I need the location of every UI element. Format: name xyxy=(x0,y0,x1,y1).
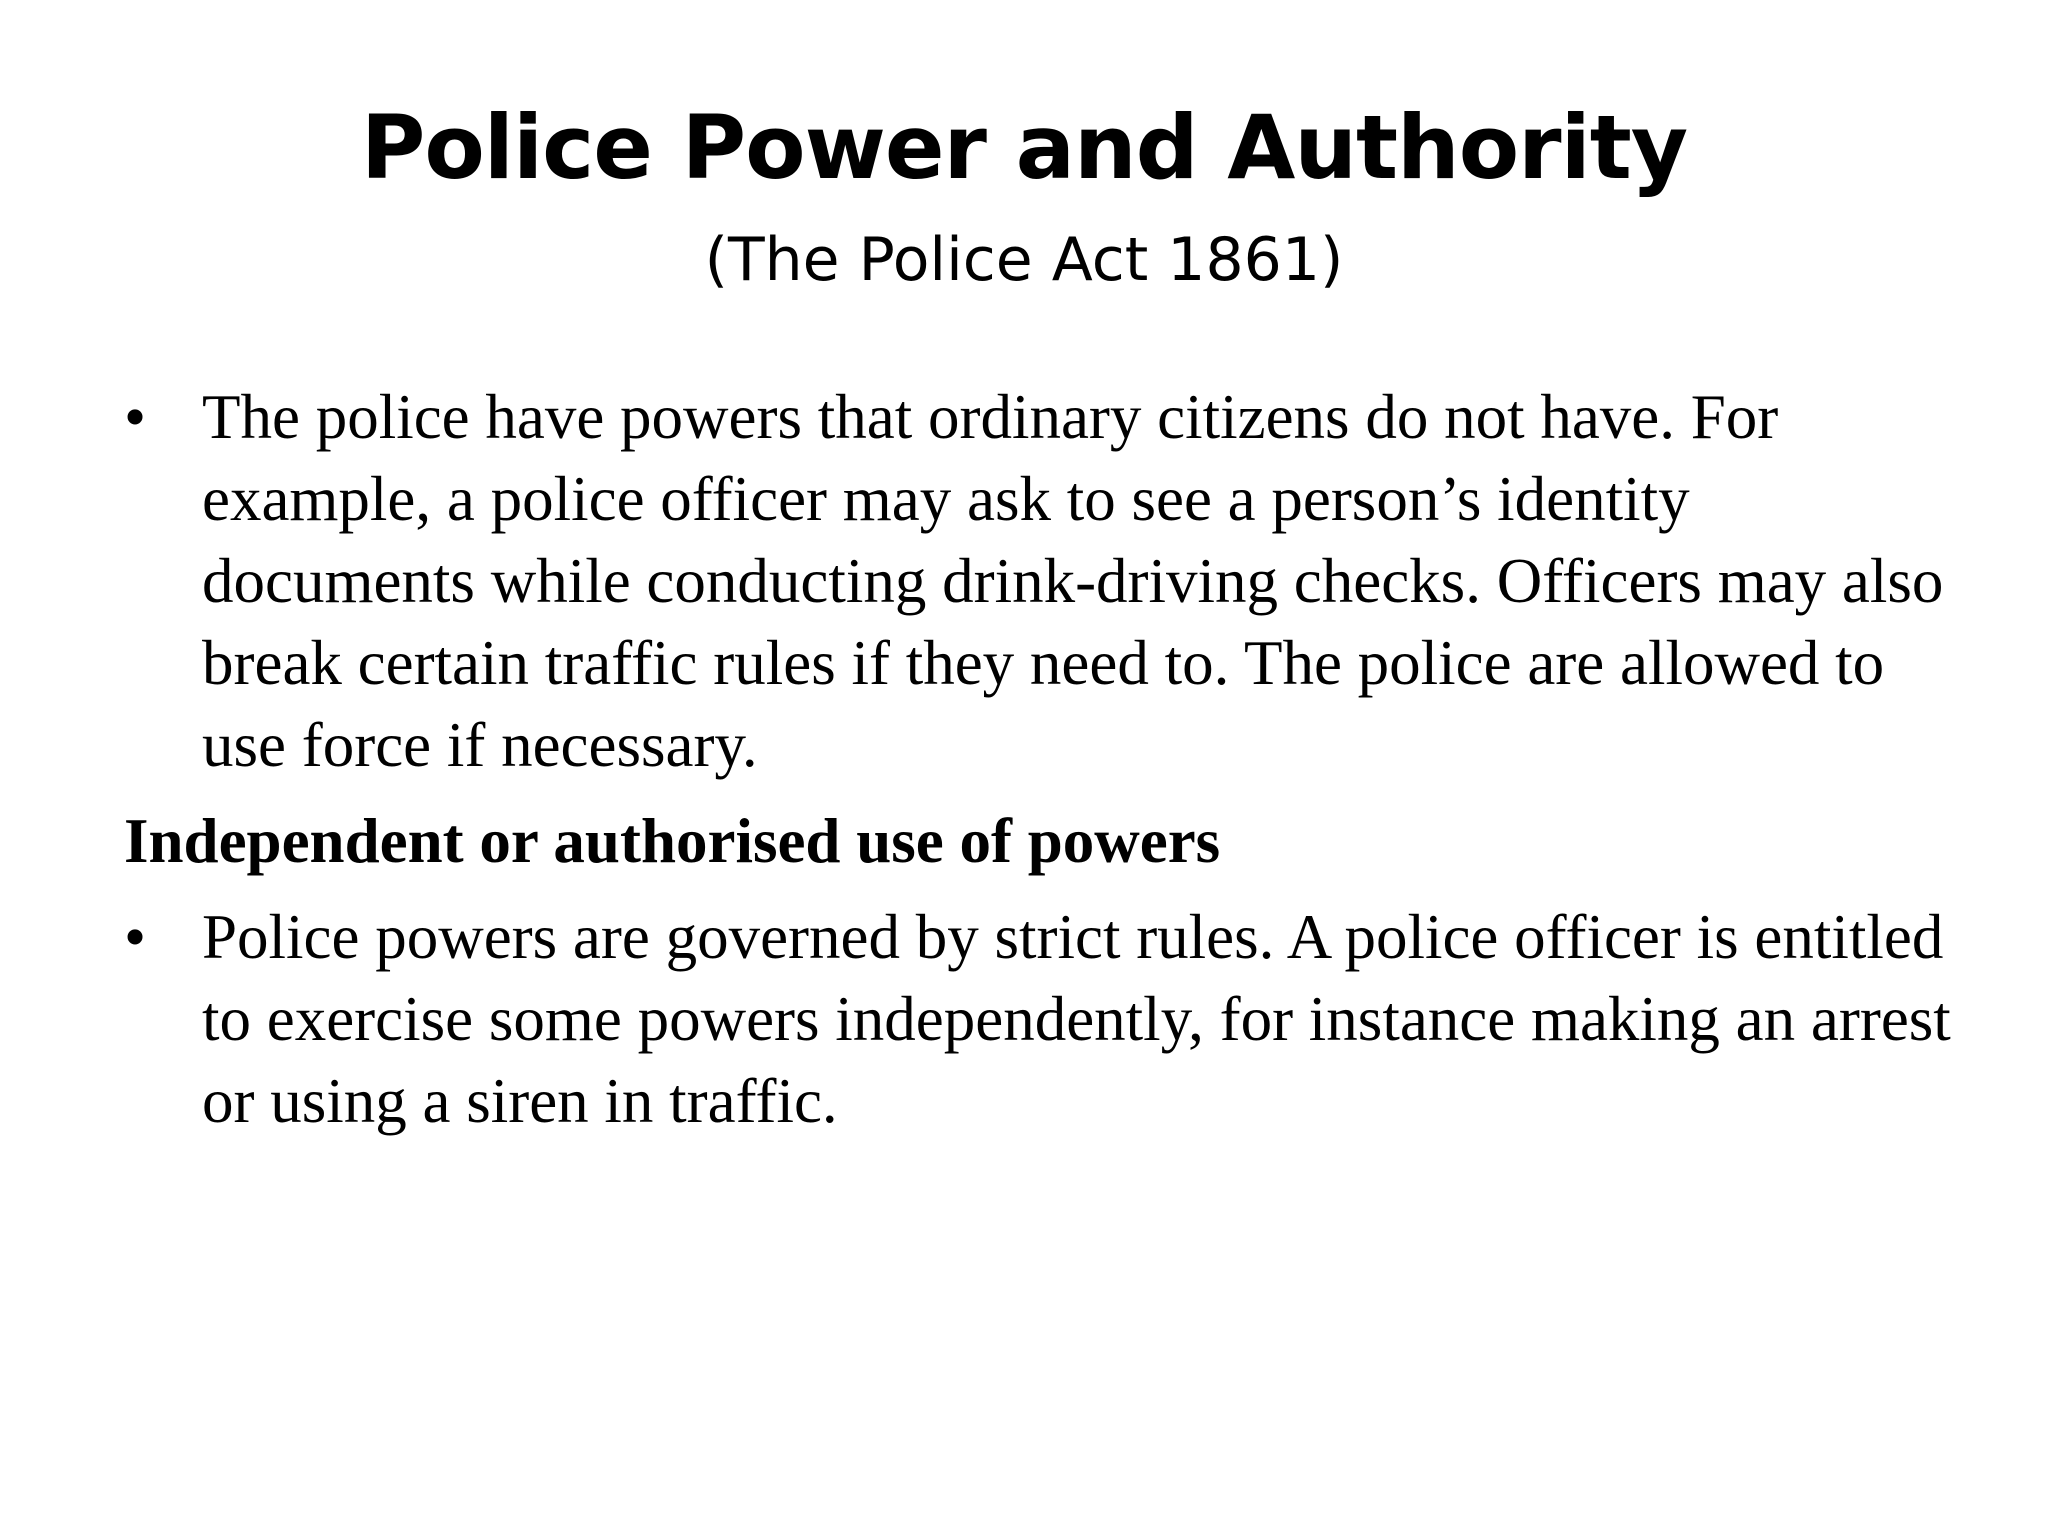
bullet-text: Police powers are governed by strict rules. A police officer is entitled to exercise some powers independently, for instance making an arrest or using a siren in traffic. xyxy=(202,902,1951,1136)
section-heading: Independent or authorised use of powers xyxy=(124,806,1221,876)
bullet-text: The police have powers that ordinary citizens do not have. For example, a police officer may ask to see a person’s identity documents while conducting drink-driving checks. Officers may also break certain traffic rules if they need to. The police are allowed to use force if necessary. xyxy=(202,382,1944,780)
slide-body xyxy=(124,376,1954,1142)
bullet-item xyxy=(124,376,1954,786)
slide-subtitle: (The Police Act 1861) xyxy=(704,225,1344,295)
bullet-item xyxy=(124,896,1954,1142)
bullet-icon: • xyxy=(124,902,147,972)
slide-title: Police Power and Authority xyxy=(360,96,1688,199)
bullet-icon: • xyxy=(124,382,147,452)
